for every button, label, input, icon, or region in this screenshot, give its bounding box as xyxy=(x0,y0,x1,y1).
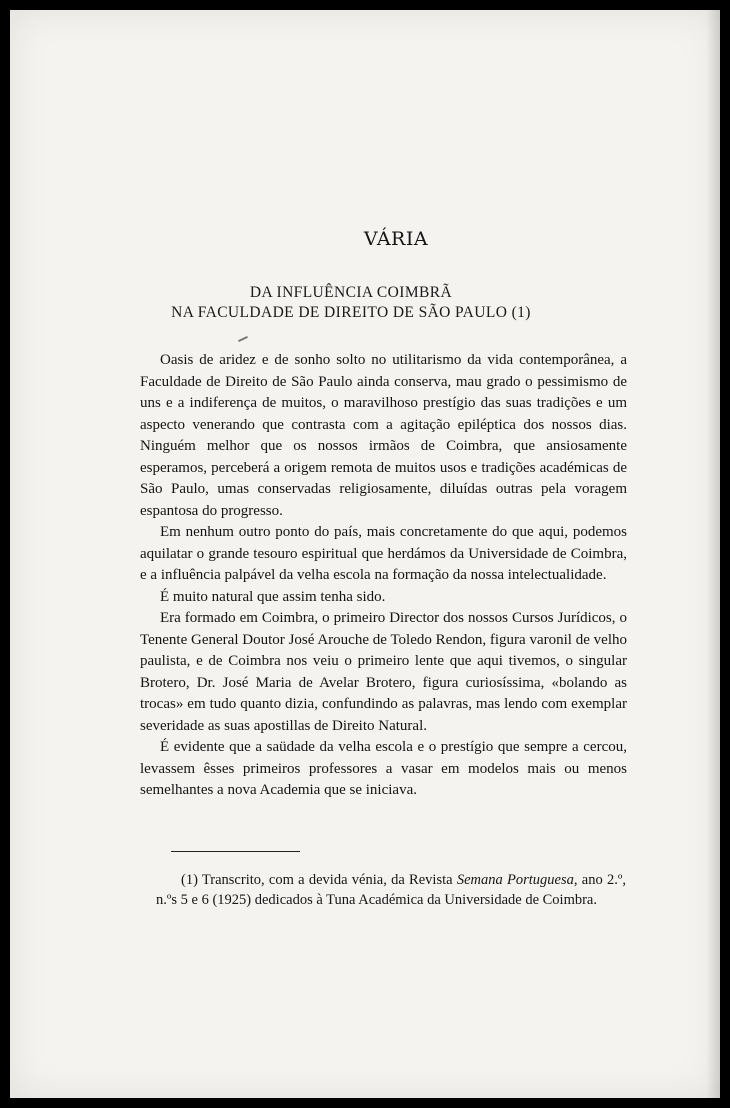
paragraph-2: Em nenhum outro ponto do país, mais concretamente do que aqui, podemos aquilatar o grande tesouro espiritual que herdámos da Universidade de Coimbra, e a influência palpável da velha escola na formação da nossa intelectualidade. xyxy=(140,524,627,583)
paragraph-3: É muito natural que assim tenha sido. xyxy=(160,588,386,605)
footnote xyxy=(156,871,626,910)
footnote-text-start: (1) Transcrito, com a devida vénia, da Revista xyxy=(181,872,457,888)
footnote-journal-title: Semana Portuguesa, xyxy=(456,872,578,888)
footnote-divider xyxy=(171,851,300,852)
article-title-line-1: DA INFLUÊNCIA COIMBRÃ xyxy=(249,284,453,301)
article-body xyxy=(140,350,627,802)
article-title-line-2: NA FACULDADE DE DIREITO DE SÃO PAULO (1) xyxy=(171,304,531,321)
paragraph-5: É evidente que a saüdade da velha escola e o prestígio que sempre a cercou, levassem êsses primeiros professores a vasar em modelos mais ou menos semelhantes a nova Academia que se iniciava. xyxy=(140,739,627,798)
section-heading: VÁRIA xyxy=(363,228,429,250)
page-edge-shadow xyxy=(706,10,720,1098)
footnote-text-end: ano 2.º, n.ºs 5 e 6 (1925) dedicados à Tuna Académica da Universidade de Coimbra. xyxy=(156,872,626,908)
paragraph-4: Era formado em Coimbra, o primeiro Director dos nossos Cursos Jurídicos, o Tenente General Doutor José Arouche de Toledo Rendon, figura varonil de velho paulista, e de Coimbra nos veiu o primeiro lente que aqui tivemos, o singular Brotero, Dr. José Maria de Avelar Brotero, figura curiosíssima, «bolando as trocas» em tudo quanto dizia, confundindo as palavras, mas lendo com exemplar severidade as suas apostillas de Direito Natural. xyxy=(140,610,627,734)
paragraph-1: Oasis de aridez e de sonho solto no utilitarismo da vida contemporânea, a Faculdade de Direito de São Paulo ainda conserva, mau grado o pessimismo de uns e a indiferença de muitos, o maravilhoso prestígio das suas tradições e um aspecto venerando que contrasta com a agitação epiléptica dos nossos dias. Ninguém melhor que os nossos irmãos de Coimbra, que ansiosamente esperamos, perceberá a origem remota de muitos usos e tradições académicas de São Paulo, umas conservadas religiosamente, diluídas outras pela voragem espantosa do progresso. xyxy=(140,352,627,519)
